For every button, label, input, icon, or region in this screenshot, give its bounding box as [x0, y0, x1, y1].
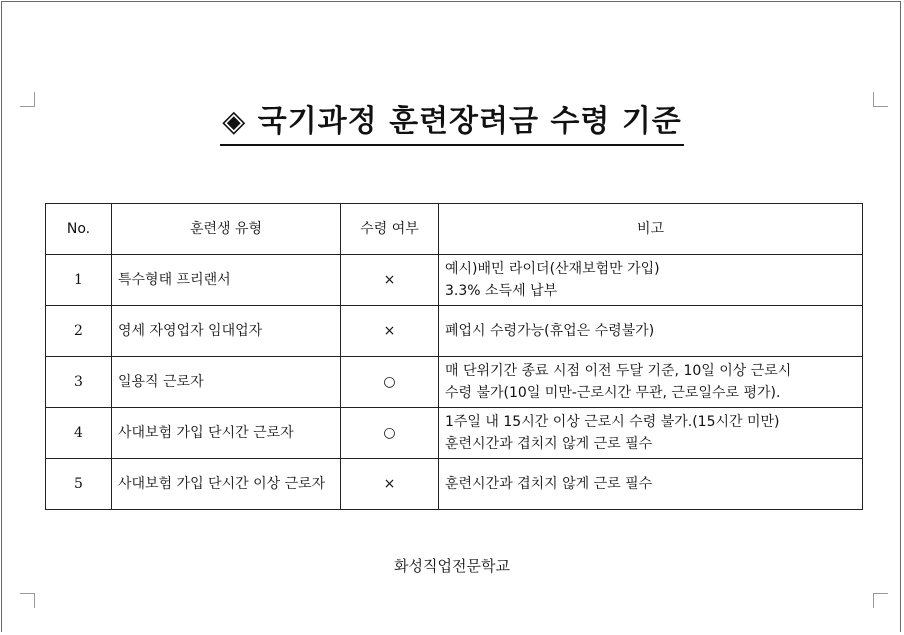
note-line: 1주일 내 15시간 이상 근로시 수령 불가.(15시간 미만)	[445, 414, 780, 430]
table-row	[46, 357, 863, 408]
row-type: 사대보험 가입 단시간 이상 근로자	[112, 459, 341, 510]
row-type: 영세 자영업자 임대업자	[112, 306, 341, 357]
row-note	[439, 459, 863, 510]
row-no: 1	[46, 255, 112, 306]
document-title-text: ◈ 국기과정 훈련장려금 수령 기준	[220, 102, 684, 146]
row-note	[439, 408, 863, 459]
row-status: ×	[341, 306, 439, 357]
document-title	[0, 102, 904, 146]
row-note	[439, 306, 863, 357]
note-line: 3.3% 소득세 납부	[445, 283, 558, 299]
row-no: 5	[46, 459, 112, 510]
row-no: 4	[46, 408, 112, 459]
row-type: 특수형태 프리랜서	[112, 255, 341, 306]
table-row	[46, 306, 863, 357]
table-row	[46, 459, 863, 510]
note-line: 매 단위기간 종료 시점 이전 두달 기준, 10일 이상 근로시	[445, 363, 792, 379]
row-note	[439, 357, 863, 408]
header-status: 수령 여부	[341, 204, 439, 255]
row-status: ○	[341, 357, 439, 408]
note-line: 훈련시간과 겹치지 않게 근로 필수	[445, 476, 653, 492]
header-no: No.	[46, 204, 112, 255]
row-type: 일용직 근로자	[112, 357, 341, 408]
criteria-table	[45, 203, 863, 510]
row-status: ○	[341, 408, 439, 459]
row-note	[439, 255, 863, 306]
table-header-row	[46, 204, 863, 255]
header-note: 비고	[439, 204, 863, 255]
note-line: 예시)배민 라이더(산재보험만 가입)	[445, 261, 660, 277]
table-row	[46, 255, 863, 306]
row-status: ×	[341, 459, 439, 510]
header-type: 훈련생 유형	[112, 204, 341, 255]
row-no: 2	[46, 306, 112, 357]
note-line: 수령 불가(10일 미만-근로시간 무관, 근로일수로 평가).	[445, 385, 781, 401]
note-line: 훈련시간과 겹치지 않게 근로 필수	[445, 436, 653, 452]
note-line: 폐업시 수령가능(휴업은 수령불가)	[445, 323, 655, 339]
table-row	[46, 408, 863, 459]
school-name: 화성직업전문학교	[394, 557, 510, 575]
row-status: ×	[341, 255, 439, 306]
row-no: 3	[46, 357, 112, 408]
crop-mark-bottom-left	[20, 593, 35, 608]
row-type: 사대보험 가입 단시간 근로자	[112, 408, 341, 459]
crop-mark-bottom-right	[873, 593, 888, 608]
